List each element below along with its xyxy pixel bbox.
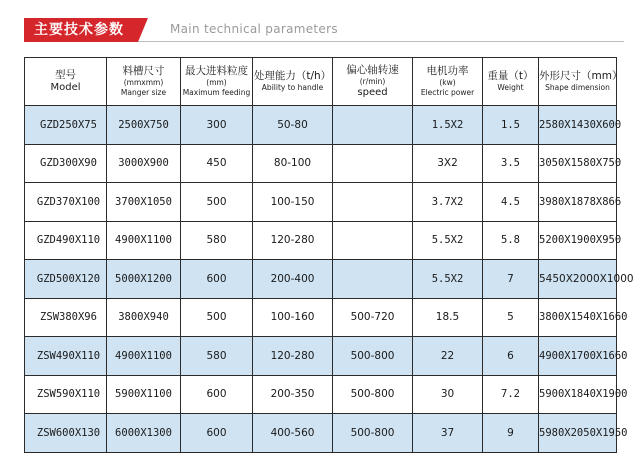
- cell-shape: 4900X1700X1660: [539, 337, 617, 376]
- col-header-capacity: [253, 58, 333, 106]
- cell-speed: [333, 221, 413, 260]
- cell-power: 30: [413, 375, 483, 414]
- col-header-power: [413, 58, 483, 106]
- col-header-unit: (kw): [439, 78, 456, 87]
- col-header-cn: 料槽尺寸: [122, 65, 165, 77]
- col-header-manger: [107, 58, 181, 106]
- cell-speed: [333, 260, 413, 299]
- col-header-unit: (mm): [206, 78, 227, 87]
- col-header-en: Ability to handle: [261, 83, 324, 92]
- col-header-cn: 最大进料粒度: [185, 65, 248, 77]
- cell-capacity: 120-280: [253, 221, 333, 260]
- cell-model: ZSW600X130: [25, 414, 107, 453]
- cell-power: 18.5: [413, 298, 483, 337]
- cell-feed: 600: [181, 260, 253, 299]
- col-header-speed: [333, 58, 413, 106]
- cell-speed: 500-800: [333, 337, 413, 376]
- table-row: [25, 375, 617, 414]
- cell-power: 22: [413, 337, 483, 376]
- col-header-en: speed: [357, 87, 388, 98]
- table-row: [25, 414, 617, 453]
- cell-shape: 3980X1878X866: [539, 183, 617, 222]
- cell-manger: 5900X1100: [107, 375, 181, 414]
- cell-model: ZSW490X110: [25, 337, 107, 376]
- section-header: [24, 18, 624, 44]
- cell-manger: 6000X1300: [107, 414, 181, 453]
- cell-weight: 6: [483, 337, 539, 376]
- cell-capacity: 50-80: [253, 106, 333, 145]
- table-row: [25, 221, 617, 260]
- cell-feed: 580: [181, 221, 253, 260]
- cell-shape: 3050X1580X750: [539, 144, 617, 183]
- cell-shape: 5450X2000X1000: [539, 260, 617, 299]
- cell-capacity: 120-280: [253, 337, 333, 376]
- cell-weight: 1.5: [483, 106, 539, 145]
- cell-model: GZD490X110: [25, 221, 107, 260]
- cell-shape: 5200X1900X950: [539, 221, 617, 260]
- col-header-unit: (mmxmm): [123, 78, 164, 87]
- cell-feed: 500: [181, 298, 253, 337]
- cell-weight: 5: [483, 298, 539, 337]
- cell-weight: 5.8: [483, 221, 539, 260]
- cell-weight: 3.5: [483, 144, 539, 183]
- cell-manger: 3800X940: [107, 298, 181, 337]
- col-header-cn: 外形尺寸（mm）: [539, 70, 623, 82]
- cell-power: 3X2: [413, 144, 483, 183]
- cell-feed: 300: [181, 106, 253, 145]
- col-header-cn: 电机功率: [426, 65, 469, 77]
- header-divider: [138, 41, 624, 42]
- cell-manger: 2500X750: [107, 106, 181, 145]
- col-header-feed: [181, 58, 253, 106]
- col-header-shape: [539, 58, 623, 106]
- table-row: [25, 183, 617, 222]
- cell-capacity: 400-560: [253, 414, 333, 453]
- cell-model: GZD500X120: [25, 260, 107, 299]
- cell-model: GZD300X90: [25, 144, 107, 183]
- cell-speed: [333, 183, 413, 222]
- cell-model: GZD250X75: [25, 106, 107, 145]
- table-body: [25, 106, 634, 453]
- col-header-en: Model: [50, 82, 81, 93]
- col-header-en: Weight: [497, 83, 524, 92]
- col-header-cn: 处理能力（t/h）: [253, 70, 332, 82]
- cell-capacity: 200-400: [253, 260, 333, 299]
- col-header-model: [25, 58, 107, 106]
- col-header-en: Shape dimension: [545, 83, 610, 92]
- cell-power: 1.5X2: [413, 106, 483, 145]
- cell-speed: 500-720: [333, 298, 413, 337]
- cell-weight: 7: [483, 260, 539, 299]
- col-header-en: Manger size: [120, 88, 167, 97]
- cell-speed: 500-800: [333, 375, 413, 414]
- cell-speed: 500-800: [333, 414, 413, 453]
- cell-capacity: 100-150: [253, 183, 333, 222]
- table-row: [25, 337, 617, 376]
- table-row: [25, 144, 617, 183]
- cell-shape: 2580X1430X600: [539, 106, 617, 145]
- cell-model: ZSW590X110: [25, 375, 107, 414]
- col-header-cn: 重量（t）: [487, 70, 534, 82]
- cell-manger: 5000X1200: [107, 260, 181, 299]
- col-header-en: Electric power: [420, 88, 475, 97]
- cell-model: GZD370X100: [25, 183, 107, 222]
- table-row: [25, 106, 617, 145]
- col-header-en: Maximum feeding: [182, 88, 251, 97]
- cell-weight: 7.2: [483, 375, 539, 414]
- section-subtitle: Main technical parameters: [170, 22, 338, 36]
- table-header-row: [25, 58, 617, 106]
- cell-weight: 9: [483, 414, 539, 453]
- table-row: [25, 260, 617, 299]
- col-header-unit: (r/min): [359, 77, 386, 86]
- cell-feed: 600: [181, 414, 253, 453]
- cell-weight: 4.5: [483, 183, 539, 222]
- cell-shape: 3800X1540X1660: [539, 298, 617, 337]
- cell-power: 5.5X2: [413, 260, 483, 299]
- spec-table: [24, 57, 634, 453]
- cell-speed: [333, 106, 413, 145]
- cell-capacity: 100-160: [253, 298, 333, 337]
- col-header-weight: [483, 58, 539, 106]
- cell-feed: 450: [181, 144, 253, 183]
- col-header-cn: 偏心轴转速: [346, 64, 399, 76]
- cell-power: 37: [413, 414, 483, 453]
- table-row: [25, 298, 617, 337]
- cell-feed: 500: [181, 183, 253, 222]
- cell-manger: 4900X1100: [107, 221, 181, 260]
- col-header-cn: 型号: [55, 69, 76, 81]
- cell-shape: 5980X2050X1950: [539, 414, 617, 453]
- cell-power: 3.7X2: [413, 183, 483, 222]
- cell-capacity: 80-100: [253, 144, 333, 183]
- title-tag-tip: [138, 18, 148, 42]
- cell-feed: 580: [181, 337, 253, 376]
- cell-shape: 5900X1840X1900: [539, 375, 617, 414]
- cell-capacity: 200-350: [253, 375, 333, 414]
- cell-feed: 600: [181, 375, 253, 414]
- section-title: 主要技术参数: [24, 18, 138, 42]
- cell-power: 5.5X2: [413, 221, 483, 260]
- cell-manger: 3000X900: [107, 144, 181, 183]
- cell-model: ZSW380X96: [25, 298, 107, 337]
- cell-manger: 4900X1100: [107, 337, 181, 376]
- cell-speed: [333, 144, 413, 183]
- cell-manger: 3700X1050: [107, 183, 181, 222]
